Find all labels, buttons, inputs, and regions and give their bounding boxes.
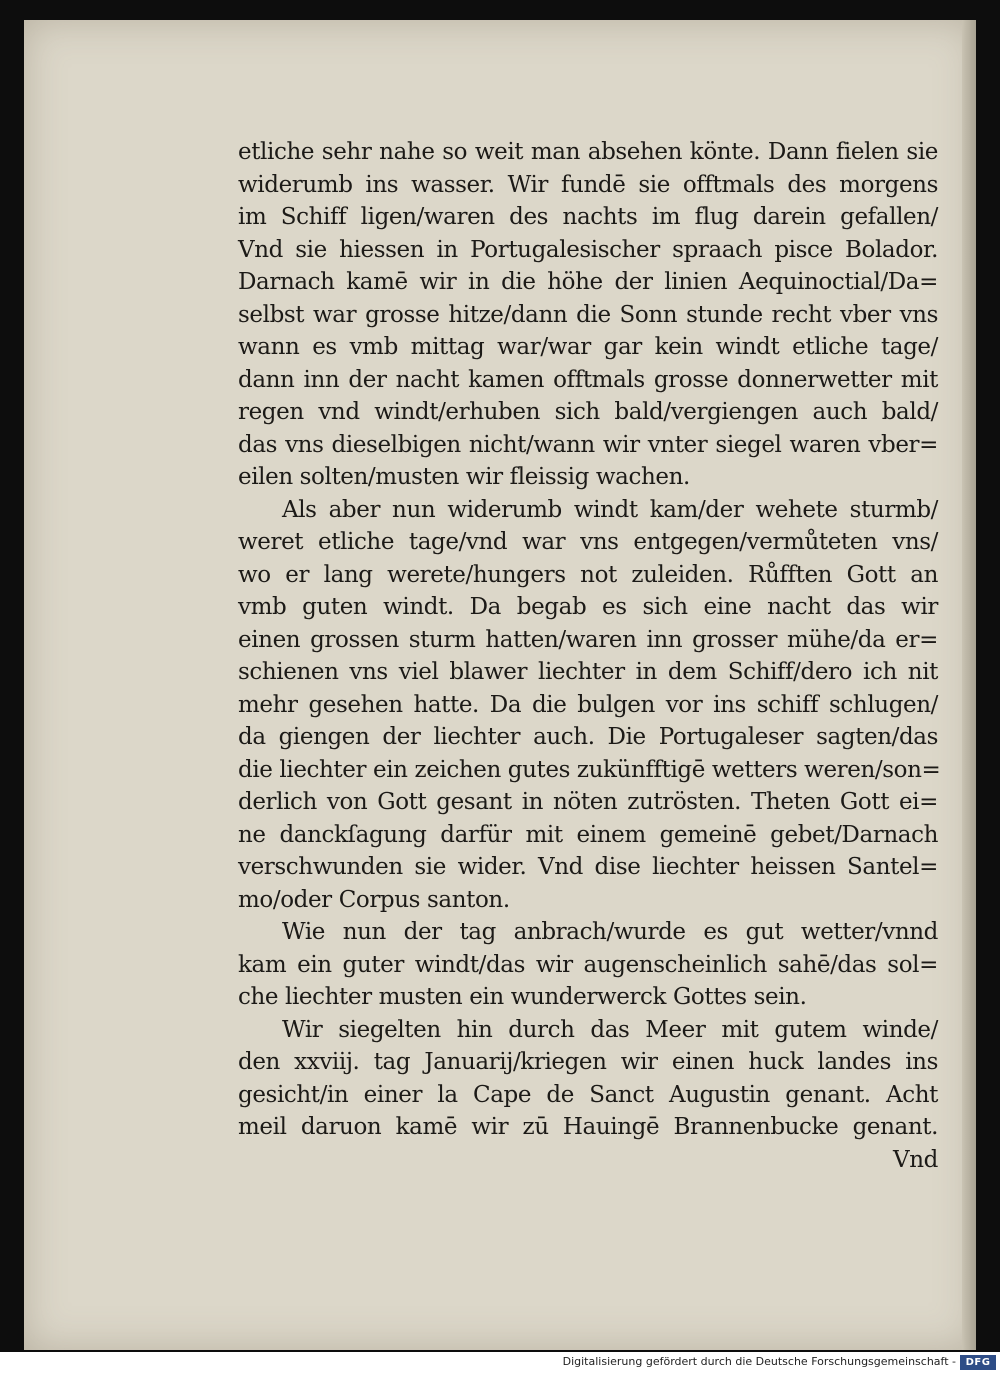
text-line: Wir siegelten hin durch das Meer mit gutem winde/	[282, 1016, 938, 1043]
footer-bar	[0, 1352, 1000, 1373]
text-line: gesicht/in einer la Cape de Sanct Augustin genant. Acht	[238, 1081, 938, 1108]
text-line: Als aber nun widerumb windt kam/der wehete sturmb/	[282, 496, 938, 523]
catchword: Vnd	[893, 1146, 938, 1173]
text-line: etliche sehr nahe so weit man absehen könte. Dann fielen sie	[238, 139, 938, 165]
text-line: da giengen der liechter auch. Die Portugaleser sagten/das	[238, 724, 938, 750]
text-line: selbst war grosse hitze/dann die Sonn stunde recht vber vns	[238, 301, 938, 328]
text-line: widerumb ins wasser. Wir fundē sie offtmals des morgens	[238, 171, 938, 198]
text-line: kam ein guter windt/das wir augenscheinlich sahē/das sol=	[238, 951, 938, 978]
text-line: Darnach kamē wir in die höhe der linien Aequinoctial/Da=	[238, 269, 938, 295]
text-line: mo/oder Corpus santon.	[238, 886, 510, 913]
text-line: Wie nun der tag anbrach/wurde es gut wetter/vnnd	[282, 919, 938, 945]
text-line: den xxviij. tag Januarij/kriegen wir einen huck landes ins	[238, 1049, 938, 1075]
text-line: das vns dieselbigen nicht/wann wir vnter siegel waren vber=	[238, 431, 938, 458]
text-line: Vnd sie hiessen in Portugalesischer spraach pisce Bolador.	[238, 236, 938, 263]
dfg-logo-icon: DFG	[960, 1355, 996, 1370]
book-page	[24, 20, 976, 1350]
text-line: schienen vns viel blawer liechter in dem Schiff/dero ich nit	[238, 659, 938, 685]
text-line: die liechter ein zeichen gutes zukünfftigē wetters weren/son=	[238, 756, 941, 783]
text-line: che liechter musten ein wunderwerck Gottes sein.	[238, 984, 807, 1010]
text-line: wo er lang werete/hungers not zuleiden. Růfften Gott an	[238, 561, 938, 588]
text-line: im Schiff ligen/waren des nachts im flug darein gefallen/	[238, 204, 938, 230]
text-line: ne danckſagung darfür mit einem gemeinē gebet/Darnach	[238, 821, 938, 848]
footer-credit: Digitalisierung gefördert durch die Deutsche Forschungsgemeinschaft -	[562, 1355, 956, 1368]
text-line: verschwunden sie wider. Vnd dise liechter heissen Santel=	[238, 854, 938, 880]
text-line: derlich von Gott gesant in nöten zutrösten. Theten Gott ei=	[238, 789, 938, 815]
text-line: dann inn der nacht kamen offtmals grosse donnerwetter mit	[238, 366, 938, 393]
text-line: weret etliche tage/vnd war vns entgegen/vermůteten vns/	[238, 529, 938, 555]
text-line: wann es vmb mittag war/war gar kein windt etliche tage/	[238, 334, 938, 360]
text-line: meil daruon kamē wir zū Hauingē Brannenbucke genant.	[238, 1114, 938, 1140]
text-line: eilen solten/musten wir fleissig wachen.	[238, 464, 690, 490]
text-line: einen grossen sturm hatten/waren inn grosser mühe/da er=	[238, 626, 938, 653]
page-text-block	[238, 136, 941, 1176]
text-line: mehr gesehen hatte. Da die bulgen vor ins schiff schlugen/	[238, 691, 938, 718]
text-line: regen vnd windt/erhuben sich bald/vergiengen auch bald/	[238, 399, 938, 425]
text-line: vmb guten windt. Da begab es sich eine nacht das wir	[238, 594, 938, 620]
page-edge	[962, 20, 976, 1350]
